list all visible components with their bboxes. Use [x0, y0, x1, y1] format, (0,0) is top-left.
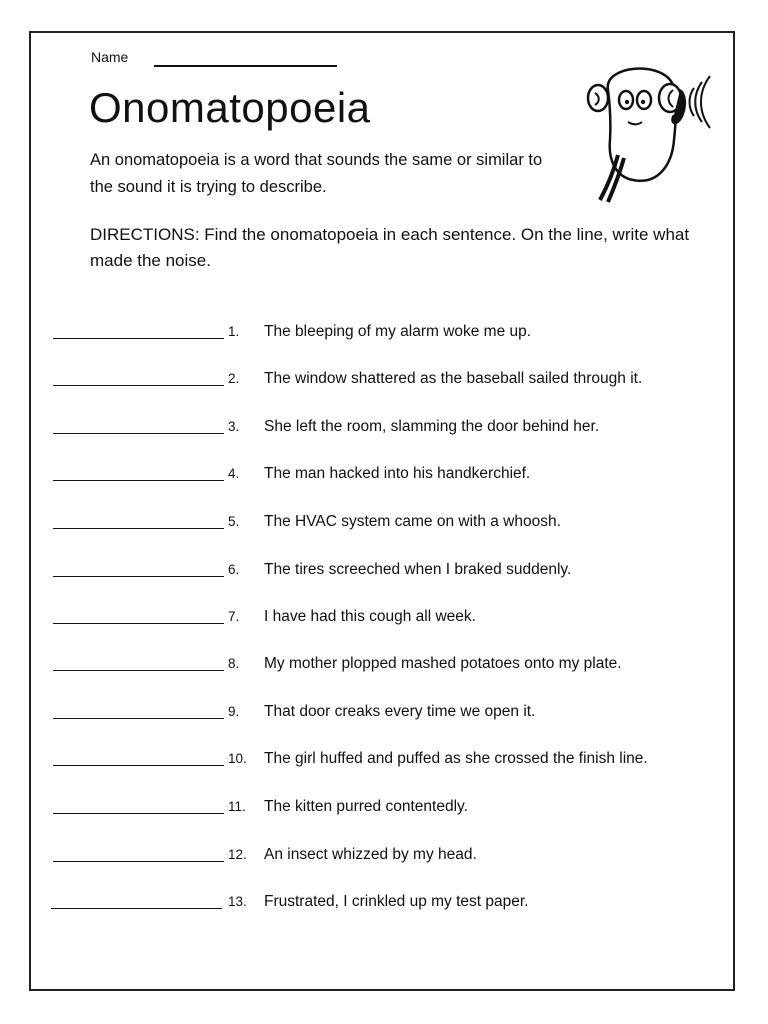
question-text: An insect whizzed by my head. [264, 846, 477, 863]
directions-text: DIRECTIONS: Find the onomatopoeia in each sentence. On the line, write what made the noise. [90, 225, 690, 270]
answer-line[interactable] [53, 623, 224, 624]
question-number: 7. [228, 609, 240, 624]
name-label: Name [91, 49, 129, 65]
answer-line[interactable] [51, 908, 222, 909]
question-number: 8. [228, 656, 240, 671]
question-text: That door creaks every time we open it. [264, 703, 536, 720]
answer-line[interactable] [53, 813, 224, 814]
question-number: 1. [228, 324, 240, 339]
worksheet-title: Onomatopoeia [89, 84, 371, 131]
question-text: The HVAC system came on with a whoosh. [264, 513, 561, 530]
answer-line[interactable] [53, 480, 224, 481]
question-row [0, 846, 768, 876]
question-row [0, 370, 768, 400]
answer-line[interactable] [53, 576, 224, 577]
question-row [0, 561, 768, 591]
question-text: The bleeping of my alarm woke me up. [264, 323, 532, 340]
question-number: 10. [228, 751, 247, 766]
question-row [0, 513, 768, 543]
answer-line[interactable] [53, 528, 224, 529]
question-text: The window shattered as the baseball sailed through it. [264, 370, 643, 387]
question-row [0, 703, 768, 733]
question-text: She left the room, slamming the door behind her. [264, 418, 600, 435]
answer-line[interactable] [53, 385, 224, 386]
answer-line[interactable] [53, 338, 224, 339]
question-text: The kitten purred contentedly. [264, 798, 468, 815]
question-number: 2. [228, 371, 240, 386]
question-number: 4. [228, 466, 240, 481]
answer-line[interactable] [53, 765, 224, 766]
definition-text: An onomatopoeia is a word that sounds the same or similar to the sound it is trying to describe. [90, 151, 543, 196]
question-text: I have had this cough all week. [264, 608, 476, 625]
answer-line[interactable] [53, 861, 224, 862]
question-number: 6. [228, 562, 240, 577]
question-text: The tires screeched when I braked suddenly. [264, 561, 572, 578]
question-row [0, 465, 768, 495]
question-row [0, 323, 768, 353]
question-text: The girl huffed and puffed as she crossed the finish line. [264, 750, 648, 767]
question-text: My mother plopped mashed potatoes onto my plate. [264, 655, 622, 672]
answer-line[interactable] [53, 433, 224, 434]
question-number: 9. [228, 704, 240, 719]
question-row [0, 798, 768, 828]
question-row [0, 608, 768, 638]
question-row [0, 750, 768, 780]
question-row [0, 655, 768, 685]
question-row [0, 893, 768, 923]
question-number: 3. [228, 419, 240, 434]
question-text: Frustrated, I crinkled up my test paper. [264, 893, 529, 910]
question-number: 12. [228, 847, 247, 862]
question-number: 11. [228, 799, 246, 814]
answer-line[interactable] [53, 670, 224, 671]
question-number: 5. [228, 514, 240, 529]
question-number: 13. [228, 894, 247, 909]
question-row [0, 418, 768, 448]
answer-line[interactable] [53, 718, 224, 719]
question-text: The man hacked into his handkerchief. [264, 465, 531, 482]
